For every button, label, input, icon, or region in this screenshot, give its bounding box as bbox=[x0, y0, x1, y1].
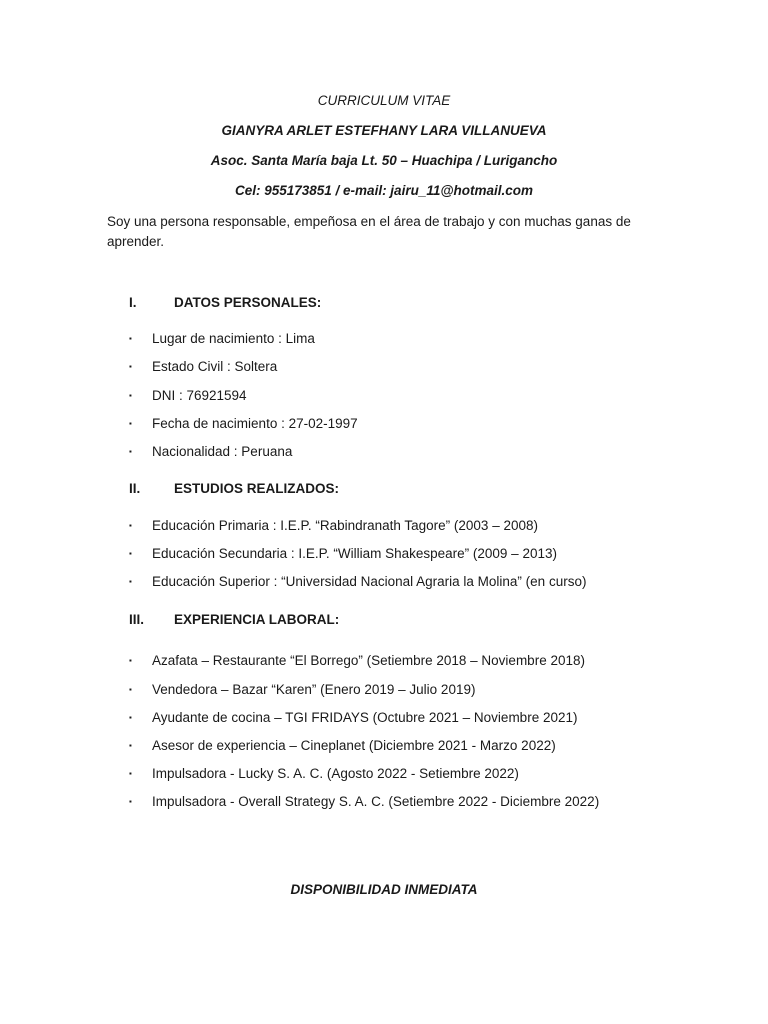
bullet-icon: ▪ bbox=[129, 521, 132, 530]
list-item bbox=[129, 737, 556, 755]
bullet-icon: ▪ bbox=[129, 577, 132, 586]
bullet-icon: ▪ bbox=[129, 656, 132, 665]
list-item-text: Ayudante de cocina – TGI FRIDAYS (Octubre 2021 – Noviembre 2021) bbox=[152, 710, 578, 725]
list-item bbox=[129, 415, 358, 433]
list-item-text: Lugar de nacimiento : Lima bbox=[152, 331, 315, 346]
section-heading-personal-data bbox=[129, 294, 321, 312]
list-item bbox=[129, 358, 277, 376]
list-item-text: Nacionalidad : Peruana bbox=[152, 444, 293, 459]
bullet-icon: ▪ bbox=[129, 685, 132, 694]
bullet-icon: ▪ bbox=[129, 713, 132, 722]
list-item-text: Educación Secundaria : I.E.P. “William Shakespeare” (2009 – 2013) bbox=[152, 546, 557, 561]
document-title: CURRICULUM VITAE bbox=[317, 93, 451, 108]
candidate-name: GIANYRA ARLET ESTEFHANY LARA VILLANUEVA bbox=[221, 123, 547, 138]
list-item bbox=[129, 443, 292, 461]
list-item bbox=[129, 387, 247, 405]
section-number: I. bbox=[129, 295, 137, 310]
bullet-icon: ▪ bbox=[129, 769, 132, 778]
bullet-icon: ▪ bbox=[129, 391, 132, 400]
list-item-text: Azafata – Restaurante “El Borrego” (Setiembre 2018 – Noviembre 2018) bbox=[152, 653, 585, 668]
section-title: DATOS PERSONALES: bbox=[174, 295, 322, 310]
list-item-text: Fecha de nacimiento : 27-02-1997 bbox=[152, 416, 358, 431]
bullet-icon: ▪ bbox=[129, 549, 132, 558]
list-item-text: Asesor de experiencia – Cineplanet (Diciembre 2021 - Marzo 2022) bbox=[152, 738, 556, 753]
list-item bbox=[129, 517, 538, 535]
list-item bbox=[129, 765, 519, 783]
list-item bbox=[129, 330, 315, 348]
list-item bbox=[129, 652, 585, 670]
list-item bbox=[129, 545, 557, 563]
list-item bbox=[129, 793, 599, 811]
bullet-icon: ▪ bbox=[129, 741, 132, 750]
bullet-icon: ▪ bbox=[129, 419, 132, 428]
section-title: EXPERIENCIA LABORAL: bbox=[174, 612, 340, 627]
list-item-text: DNI : 76921594 bbox=[152, 388, 247, 403]
candidate-contact: Cel: 955173851 / e-mail: jairu_11@hotmail.com bbox=[234, 183, 534, 198]
list-item-text: Educación Superior : “Universidad Nacional Agraria la Molina” (en curso) bbox=[152, 574, 587, 589]
list-item-text: Impulsadora - Overall Strategy S. A. C. (Setiembre 2022 - Diciembre 2022) bbox=[152, 794, 600, 809]
section-heading-work-experience bbox=[129, 611, 339, 629]
section-number: II. bbox=[129, 481, 141, 496]
bullet-icon: ▪ bbox=[129, 797, 132, 806]
candidate-address: Asoc. Santa María baja Lt. 50 – Huachipa / Lurigancho bbox=[210, 153, 558, 168]
availability-note: DISPONIBILIDAD INMEDIATA bbox=[290, 882, 478, 897]
list-item-text: Estado Civil : Soltera bbox=[152, 359, 278, 374]
bullet-icon: ▪ bbox=[129, 447, 132, 456]
list-item-text: Impulsadora - Lucky S. A. C. (Agosto 2022 - Setiembre 2022) bbox=[152, 766, 519, 781]
section-number: III. bbox=[129, 612, 145, 627]
list-item-text: Educación Primaria : I.E.P. “Rabindranath Tagore” (2003 – 2008) bbox=[152, 518, 538, 533]
section-heading-studies bbox=[129, 480, 339, 498]
list-item bbox=[129, 681, 475, 699]
list-item bbox=[129, 573, 586, 591]
bullet-icon: ▪ bbox=[129, 334, 132, 343]
profile-summary: Soy una persona responsable, empeñosa en el área de trabajo y con muchas ganas de aprender. bbox=[107, 214, 631, 249]
list-item-text: Vendedora – Bazar “Karen” (Enero 2019 – Julio 2019) bbox=[152, 682, 476, 697]
bullet-icon: ▪ bbox=[129, 362, 132, 371]
list-item bbox=[129, 709, 577, 727]
section-title: ESTUDIOS REALIZADOS: bbox=[174, 481, 340, 496]
